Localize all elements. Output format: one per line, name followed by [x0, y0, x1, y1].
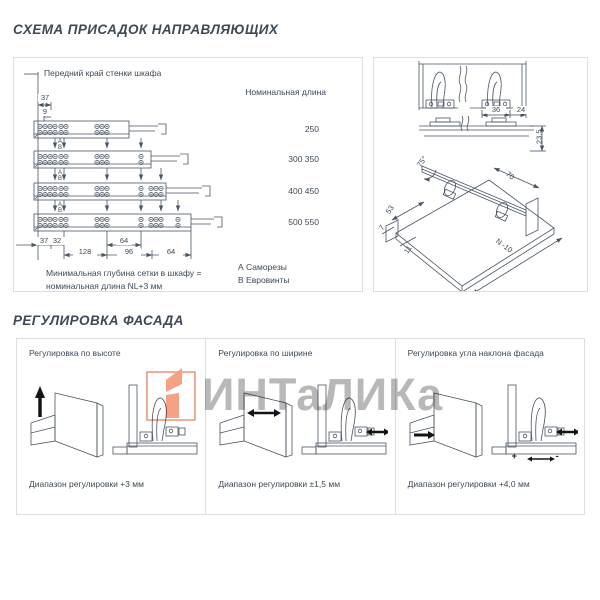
minus-mark: - — [555, 451, 559, 461]
dim-11: 11 — [401, 243, 414, 256]
min-depth-note-line2: номинальная длина NL+3 мм — [46, 281, 163, 291]
dim-70: 70 — [504, 169, 517, 182]
dim-64-row1: 64 — [116, 237, 132, 245]
dim-96: 96 — [117, 248, 141, 256]
marker-a: A — [58, 202, 63, 208]
dim-9: 9 — [40, 108, 50, 116]
marker-b: B — [58, 145, 63, 151]
intalika-watermark-text: ИНТаЛИКа — [202, 369, 444, 420]
marker-b: B — [58, 208, 63, 214]
plus-mark: + — [511, 451, 517, 461]
marker-b: B — [58, 176, 63, 182]
facade-section-title: РЕГУЛИРОВКА ФАСАДА — [13, 313, 184, 328]
drilling-scheme-panel — [13, 57, 363, 292]
adjustment-col-width — [206, 339, 395, 514]
dim-24: 24 — [513, 106, 529, 114]
adjustment-col-tilt — [396, 339, 584, 514]
dim-23-5: 23.5 — [534, 129, 544, 145]
adjustment-height-title: Регулировка по высоте — [29, 348, 121, 358]
dim-7: 7 — [376, 223, 387, 232]
nominal-length-400-450: 400 450 — [288, 186, 319, 196]
front-edge-label: Передний край стенки шкафа — [44, 68, 162, 78]
marker-a: A — [58, 139, 63, 145]
nominal-length-300-350: 300 350 — [288, 154, 319, 164]
dim-n-minus-10: N -10 — [494, 236, 515, 255]
marker-a: A — [58, 170, 63, 176]
dim-64-row2: 64 — [159, 248, 183, 256]
adjustment-height-caption: Диапазон регулировки +3 мм — [29, 479, 144, 489]
dim-32: 32 — [49, 237, 65, 245]
dim-37: 37 — [36, 237, 52, 245]
adjustment-col-height — [17, 339, 206, 514]
dim-75-angle: 75° — [414, 154, 429, 169]
nominal-length-500-550: 500 550 — [288, 217, 319, 227]
nominal-length-250: 250 — [304, 124, 319, 134]
tilt-adjustment-drawing — [404, 381, 578, 473]
dim-37-top: 37 — [38, 94, 52, 102]
nominal-length-header: Номинальная длина — [245, 87, 326, 97]
legend-a-screws: А Саморезы — [238, 262, 287, 272]
adjustment-tilt-title: Регулировка угла наклона фасада — [407, 348, 544, 358]
mounting-scheme-panel — [373, 57, 588, 292]
dim-128: 128 — [73, 248, 97, 256]
height-adjustment-drawing — [25, 381, 199, 473]
drilling-section-title: СХЕМА ПРИСАДОК НАПРАВЛЯЮЩИХ — [13, 22, 279, 37]
adjustment-width-title: Регулировка по ширине — [218, 348, 313, 358]
adjustment-tilt-caption: Диапазон регулировки +4,0 мм — [407, 479, 530, 489]
legend-b-euroscrews: В Евровинты — [238, 275, 290, 285]
min-depth-note-line1: Минимальная глубина сетки в шкафу = — [46, 268, 202, 278]
facade-adjustment-panel — [16, 338, 585, 515]
width-adjustment-drawing — [214, 381, 388, 473]
dim-36: 36 — [486, 106, 506, 114]
dim-53: 53 — [383, 203, 396, 216]
adjustment-width-caption: Диапазон регулировки ±1,5 мм — [218, 479, 341, 489]
